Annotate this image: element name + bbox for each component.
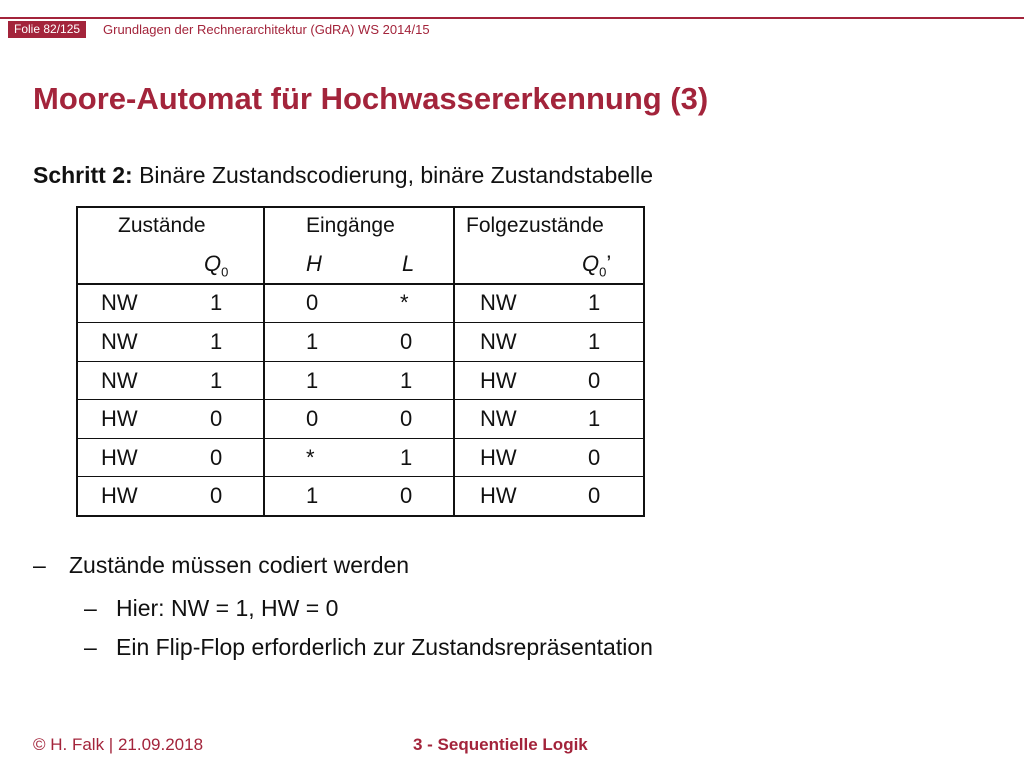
next-state-cell: HW: [480, 368, 517, 393]
q0-next-cell: 1: [588, 290, 601, 315]
q0-next-cell: 0: [588, 445, 601, 470]
table-border-top: [76, 206, 645, 208]
l-cell: 0: [400, 329, 413, 354]
q0-next-cell: 0: [588, 368, 601, 393]
bullet-dash: –: [84, 595, 97, 621]
bullet-text: Hier: NW = 1, HW = 0: [116, 595, 339, 621]
bullet-level1: [33, 549, 409, 581]
state-cell: HW: [101, 406, 138, 431]
q0-cell: 1: [210, 368, 223, 393]
row-line: [76, 399, 645, 400]
row-line: [76, 322, 645, 323]
row-line: [76, 476, 645, 477]
h-cell: 1: [306, 329, 319, 354]
next-state-cell: NW: [480, 406, 517, 431]
step-heading: [33, 158, 653, 192]
step-text: Binäre Zustandscodierung, binäre Zustandstabelle: [139, 162, 654, 188]
h-cell: 1: [306, 368, 319, 393]
l-cell: 1: [400, 368, 413, 393]
l-cell: 0: [400, 483, 413, 508]
header-rule: [0, 17, 1024, 19]
row-line: [76, 361, 645, 362]
h-cell: 1: [306, 483, 319, 508]
bullet-level2: [84, 592, 338, 624]
bullet-text: Zustände müssen codiert werden: [69, 552, 410, 578]
q0-next-cell: 1: [588, 406, 601, 431]
slide-title: Moore-Automat für Hochwassererkennung (3): [33, 81, 709, 116]
bullet-dash: –: [84, 634, 97, 660]
h-cell: 0: [306, 406, 319, 431]
l-cell: *: [400, 290, 409, 315]
q0-next-cell: 1: [588, 329, 601, 354]
row-line: [76, 438, 645, 439]
header-q0: $Q_0$: [204, 251, 229, 280]
step-label: Schritt 2:: [33, 162, 133, 188]
q0-next-cell: 0: [588, 483, 601, 508]
q0-cell: 0: [210, 406, 223, 431]
q0-cell: 1: [210, 329, 223, 354]
q0-cell: 0: [210, 483, 223, 508]
state-cell: HW: [101, 445, 138, 470]
state-table: [76, 206, 645, 517]
next-state-cell: NW: [480, 290, 517, 315]
header-q0-next: $Q_0$’: [582, 251, 612, 280]
state-cell: NW: [101, 290, 138, 315]
footer-chapter: 3 - Sequentielle Logik: [413, 735, 588, 754]
course-title: Grundlagen der Rechnerarchitektur (GdRA) WS 2014/15: [103, 22, 430, 37]
state-cell: NW: [101, 368, 138, 393]
next-state-cell: HW: [480, 445, 517, 470]
next-state-cell: HW: [480, 483, 517, 508]
header-states: Zustände: [118, 214, 206, 237]
q0-cell: 1: [210, 290, 223, 315]
q0-cell: 0: [210, 445, 223, 470]
header-h: H: [306, 251, 322, 276]
bullet-text: Ein Flip-Flop erforderlich zur Zustandsrepräsentation: [116, 634, 653, 660]
state-cell: HW: [101, 483, 138, 508]
h-cell: *: [306, 445, 315, 470]
h-cell: 0: [306, 290, 319, 315]
bullet-level2: [84, 631, 653, 663]
l-cell: 1: [400, 445, 413, 470]
header-l: L: [402, 251, 415, 276]
next-state-cell: NW: [480, 329, 517, 354]
header-next-states: Folgezustände: [466, 214, 604, 237]
header-inputs: Eingänge: [306, 214, 395, 237]
header-rule-line: [76, 283, 645, 285]
table-border-bottom: [76, 515, 645, 517]
slide-counter: Folie 82/125: [8, 21, 86, 38]
state-cell: NW: [101, 329, 138, 354]
l-cell: 0: [400, 406, 413, 431]
footer-author-date: © H. Falk | 21.09.2018: [33, 735, 204, 754]
bullet-dash: –: [33, 552, 46, 578]
